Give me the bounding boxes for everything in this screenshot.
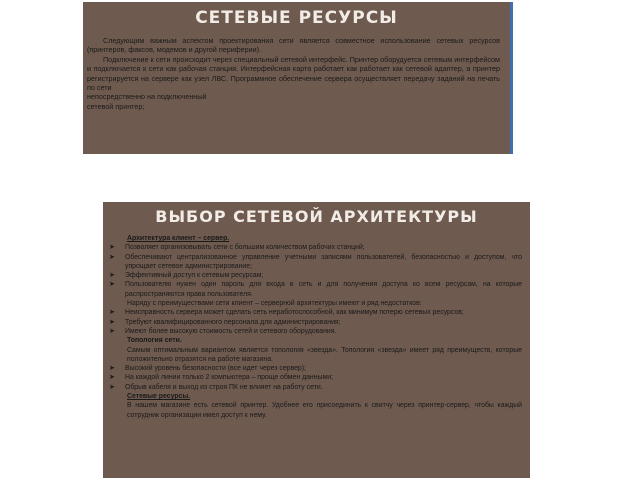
- list-item-text: Имеют более высокую стоимость сетей и сетевого оборудования.: [125, 327, 337, 335]
- list-item: [109, 271, 522, 280]
- list-item: [109, 383, 522, 392]
- slide2-title: ВЫБОР СЕТЕВОЙ АРХИТЕКТУРЫ: [155, 207, 478, 226]
- arrow-bullet-icon: ➤: [109, 327, 115, 335]
- list-item-text: Неисправность сервера может сделать сеть неработоспособной, как минимум потерю сетевых ресурсов;: [125, 309, 464, 317]
- slide1-paragraph: Подключение к сети происходит через специальный сетевой интерфейс. Принтер оборудуется сетевым интерфейсом и подключается к сети как рабочая станция. Интерфейсная карта работает как работает как сетевой адаптер, а принтер регистрируется на сервере как узел ЛВС. Программное обеспечение сервера осуществляет передачу заданий на печать по сети: [87, 54, 500, 93]
- list-item-text: Эффективный доступ к сетевым ресурсам;: [125, 272, 264, 280]
- slide1-paragraph: Следующим важным аспектом проектирования сети является совместное использование сетевых ресурсов (принтеров, факсов, модемов и другой периферии).: [87, 36, 500, 55]
- list-item: [109, 364, 522, 373]
- list-item: [109, 253, 522, 272]
- arrow-bullet-icon: ➤: [109, 365, 115, 373]
- paragraph: В нашем магазине есть сетевой принтер. Удобнее его присоединить к свитчу через принтер-сервер, чтобы каждый сотрудник организации имел доступ к нему.: [127, 402, 522, 419]
- paragraph: Наряду с преимуществами сети клиент – серверной архитектуры имеют и ряд недостатков:: [127, 300, 422, 308]
- list-item: [109, 308, 522, 317]
- list-item-text: Требуют квалифицированного персонала для администрирования;: [125, 318, 341, 326]
- section-heading: Архитектура клиент – сервер.: [127, 235, 230, 242]
- list-item-text: Позволяет организовывать сети с большим количеством рабочих станций;: [125, 244, 365, 252]
- slide1-paragraph: непосредственно на подключенный: [87, 92, 207, 102]
- slide1-body: [83, 30, 510, 111]
- list-item: [109, 280, 522, 299]
- arrow-bullet-icon: ➤: [109, 318, 115, 326]
- list-item-text: На каждой линии только 2 компьютера – проще обмен данными;: [125, 374, 333, 382]
- arrow-bullet-icon: ➤: [109, 272, 115, 280]
- slide1-paragraph: сетевой принтер;: [87, 101, 145, 111]
- arrow-bullet-icon: ➤: [109, 253, 115, 261]
- list-item-text: Обеспечивают централизованное управление учетными записями пользователей, безопасностью и доступом, что упрощает сетевое администрирование;: [125, 253, 522, 270]
- arrow-bullet-icon: ➤: [109, 383, 115, 391]
- list-item: [109, 327, 522, 336]
- list-item-text: Пользователю нужен один пароль для входа в сеть и для получения доступа ко всем ресурсам, на которые распространяются права пользователя.: [125, 281, 522, 298]
- arrow-bullet-icon: ➤: [109, 244, 115, 252]
- arrow-bullet-icon: ➤: [109, 309, 115, 317]
- list-item: [109, 318, 522, 327]
- list-item-text: Обрыв кабеля и выход из строя ПК не влияет на работу сети.: [125, 383, 323, 391]
- slide1-title: СЕТЕВЫЕ РЕСУРСЫ: [195, 8, 398, 28]
- paragraph: Самым оптимальным вариантом является топология «звезда». Топология «звезда» имеет ряд преимуществ, которые положительно отразятся на работе магазина:: [127, 346, 522, 363]
- list-item: [109, 243, 522, 252]
- slide2-body: [103, 229, 530, 420]
- arrow-bullet-icon: ➤: [109, 374, 115, 382]
- section-heading: Топология сети.: [127, 337, 182, 345]
- section-heading: Сетевые ресурсы.: [127, 393, 191, 401]
- slide-network-resources: [83, 2, 513, 154]
- arrow-bullet-icon: ➤: [109, 281, 115, 289]
- slide-network-architecture: [103, 202, 530, 478]
- list-item-text: Высокий уровень безопасности (все идет через сервер);: [125, 365, 306, 373]
- list-item: [109, 373, 522, 382]
